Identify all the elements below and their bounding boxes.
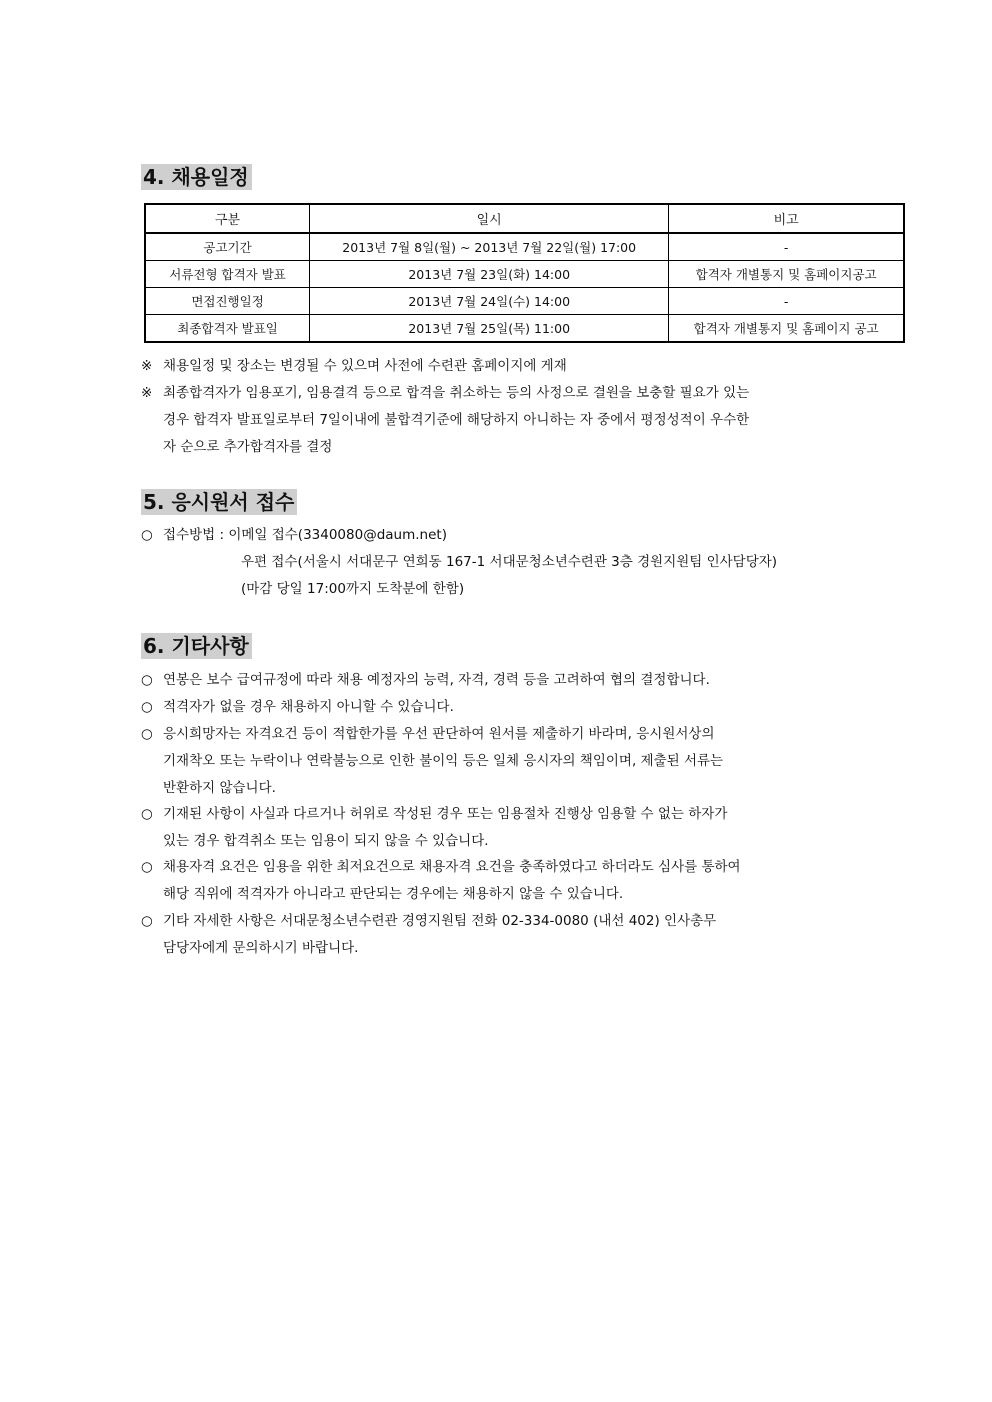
note-line: [141, 384, 749, 402]
list-item: [141, 671, 710, 689]
method-label: 접수방법 :: [163, 527, 225, 543]
circle-bullet-icon: ○: [141, 806, 153, 822]
table-cell: 서류전형 합격자 발표: [145, 261, 310, 288]
circle-bullet-icon: ○: [141, 672, 153, 688]
note-text: 채용일정 및 장소는 변경될 수 있으며 사전에 수련관 홈페이지에 게재: [163, 358, 567, 374]
table-header-cell: 비고: [669, 204, 904, 233]
list-item-text: 해당 직위에 적격자가 아니라고 판단되는 경우에는 채용하지 않을 수 있습니다.: [163, 886, 624, 902]
list-item-text: 적격자가 없을 경우 채용하지 아니할 수 있습니다.: [163, 699, 454, 715]
method-email: 이메일 접수(3340080@daum.net): [228, 527, 447, 543]
table-cell: 2013년 7월 24일(수) 14:00: [310, 288, 669, 315]
circle-bullet-icon: ○: [141, 699, 153, 715]
schedule-table: [144, 203, 905, 343]
table-cell: 2013년 7월 25일(목) 11:00: [310, 315, 669, 343]
table-cell: 공고기간: [145, 233, 310, 261]
list-item: [141, 725, 715, 743]
list-item-text: 채용자격 요건은 임용을 위한 최저요건으로 채용자격 요건을 충족하였다고 하더라도 심사를 통하여: [163, 859, 741, 875]
table-cell: 합격자 개별통지 및 홈페이지공고: [669, 261, 904, 288]
list-item-text: 있는 경우 합격취소 또는 임용이 되지 않을 수 있습니다.: [163, 833, 489, 849]
list-item-text: 기재착오 또는 누락이나 연락불능으로 인한 불이익 등은 일체 응시자의 책임이며, 제출된 서류는: [163, 753, 724, 769]
list-item-text: 연봉은 보수 급여규정에 따라 채용 예정자의 능력, 자격, 경력 등을 고려하여 협의 결정합니다.: [163, 672, 710, 688]
note-mark: ※: [141, 358, 153, 374]
note-line: 경우 합격자 발표일로부터 7일이내에 불합격기준에 해당하지 아니하는 자 중에서 평정성적이 우수한: [163, 412, 750, 428]
circle-bullet-icon: ○: [141, 913, 153, 929]
table-header-cell: 일시: [310, 204, 669, 233]
method-deadline: (마감 당일 17:00까지 도착분에 한함): [241, 581, 465, 597]
table-row: [145, 288, 904, 315]
list-item: [141, 805, 727, 823]
list-item-text: 기재된 사항이 사실과 다르거나 허위로 작성된 경우 또는 임용절차 진행상 임용할 수 없는 하자가: [163, 806, 728, 822]
table-cell: 최종합격자 발표일: [145, 315, 310, 343]
list-item-text: 기타 자세한 사항은 서대문청소년수련관 경영지원팀 전화 02-334-0080 (내선 402) 인사총무: [163, 913, 717, 929]
section-6-title: 6. 기타사항: [141, 633, 252, 659]
circle-bullet-icon: ○: [141, 527, 153, 543]
list-item-text: 담당자에게 문의하시기 바랍니다.: [163, 940, 359, 956]
note-line: 자 순으로 추가합격자를 결정: [163, 439, 333, 455]
application-method: [141, 526, 447, 544]
circle-bullet-icon: ○: [141, 726, 153, 742]
section-5-title: 5. 응시원서 접수: [141, 489, 297, 515]
list-item: [141, 858, 741, 876]
table-cell: -: [669, 288, 904, 315]
table-header-cell: 구분: [145, 204, 310, 233]
list-item: [141, 698, 454, 716]
note-mark: ※: [141, 385, 153, 401]
table-cell: 합격자 개별통지 및 홈페이지 공고: [669, 315, 904, 343]
section-4-title: 4. 채용일정: [141, 164, 252, 190]
circle-bullet-icon: ○: [141, 859, 153, 875]
list-item: [141, 912, 716, 930]
table-row: [145, 315, 904, 343]
note-text: 최종합격자가 임용포기, 임용결격 등으로 합격을 취소하는 등의 사정으로 결원을 보충할 필요가 있는: [163, 385, 750, 401]
table-cell: 2013년 7월 8일(월) ~ 2013년 7월 22일(월) 17:00: [310, 233, 669, 261]
table-cell: 2013년 7월 23일(화) 14:00: [310, 261, 669, 288]
list-item-text: 응시희망자는 자격요건 등이 적합한가를 우선 판단하여 원서를 제출하기 바라며, 응시원서상의: [163, 726, 715, 742]
table-header-row: [145, 204, 904, 233]
method-post: 우편 접수(서울시 서대문구 연희동 167-1 서대문청소년수련관 3층 경원지원팀 인사담당자): [241, 554, 778, 570]
table-row: [145, 261, 904, 288]
table-cell: 면접진행일정: [145, 288, 310, 315]
note-line: [141, 357, 567, 375]
table-cell: -: [669, 233, 904, 261]
table-row: [145, 233, 904, 261]
list-item-text: 반환하지 않습니다.: [163, 780, 276, 796]
